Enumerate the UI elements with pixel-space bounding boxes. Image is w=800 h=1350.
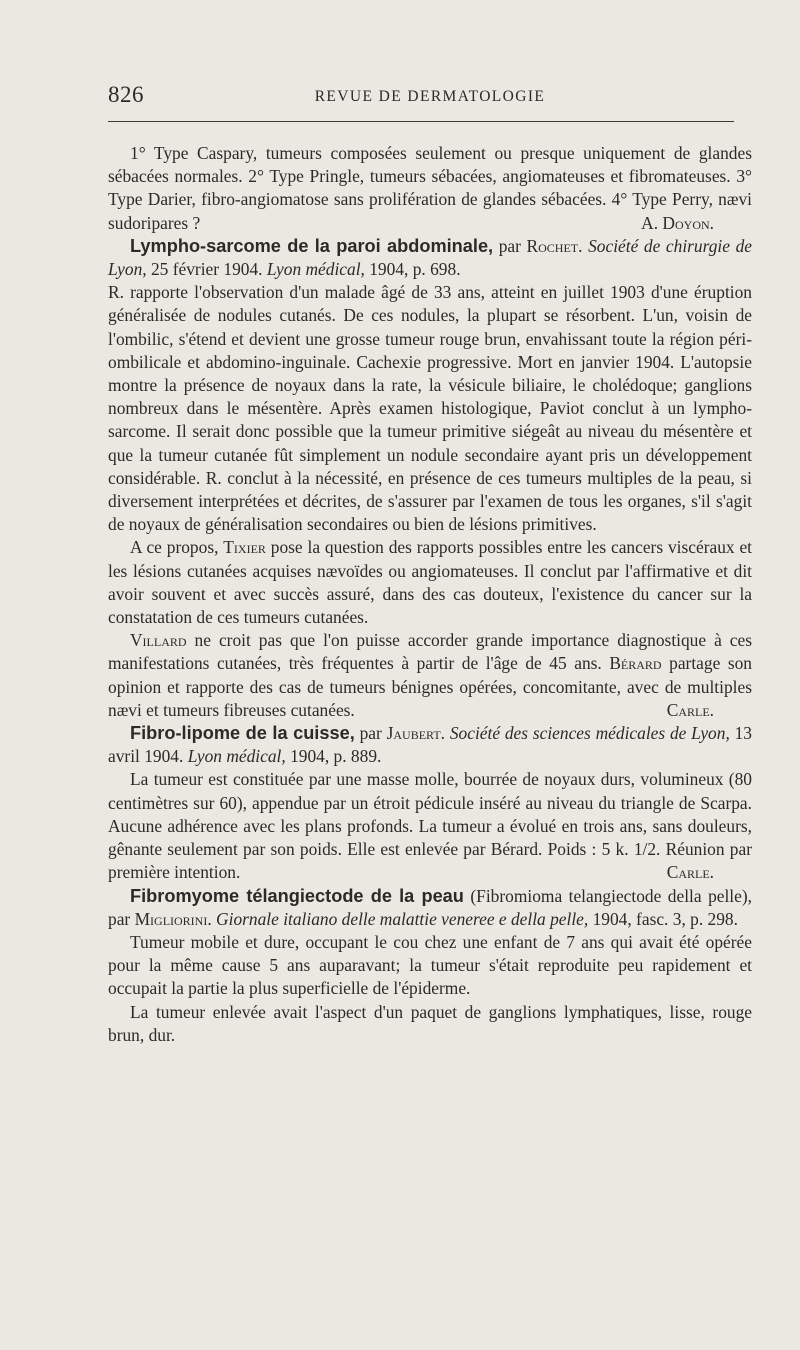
by-label: par [354,723,387,744]
article-date: 13 avril 1904. [108,723,753,767]
article-reference: 1904, p. 889. [285,746,382,767]
person-name: Villard [130,630,187,651]
article-title-translation: (Fibromioma telangiectode della pelle), [463,885,752,906]
article-heading-fibromyome [108,885,752,931]
signature: Carle. [666,699,714,720]
body-text [108,142,752,1047]
article-reference: 1904, p. 698. [364,259,461,280]
header-rule [108,121,734,122]
page-number: 826 [108,82,144,107]
article-journal: Lyon médical, [183,746,286,767]
paragraph-types [108,142,752,235]
running-title: REVUE DE DERMATOLOGIE [314,88,546,105]
paragraph-text: partage son opinion et rapporte des cas de tumeurs bénignes opérées, concomitante, avec de multiples nævi et tumeurs fibreuses cutanées. [108,653,752,720]
paragraph-text: pose la question des rapports possibles entre les cancers viscéraux et les lésions cutanées acquises nævoïdes ou angiomateuses. Il conclut par l'affirmative et dit avoir souvent et avec succès assuré, dans des cas douteux, l'existence du cancer sur la constatation de ces tumeurs cutanées. [108,537,752,628]
signature: Carle. [666,862,714,883]
person-name: Tixier [223,537,266,558]
article-journal: Lyon médical, [262,259,365,280]
article-date: 25 février 1904. [146,259,263,280]
paragraph-villard [108,629,752,722]
by-label: par [108,908,135,929]
article-journal: Giornale italiano delle malattie veneree e della pelle, [211,908,589,929]
article-author: Rochet. [526,235,583,256]
paragraph-lead: A ce propos, [130,537,224,558]
paragraph-text: 1° Type Caspary, tumeurs composées seulement ou presque uniquement de glandes sébacées normales. 2° Type Pringle, tumeurs sébacées, angiomateuses et fibromateuses. 3° Type Darier, fibro-angiomatose sans prolifération de glandes sébacées. 4° Type Perry, nævi sudoripares ? [108,143,752,233]
paragraph-tumeur-enlevee: La tumeur enlevée avait l'aspect d'un paquet de ganglions lymphatiques, lisse, rouge brun, dur. [108,1001,752,1045]
article-source: Société des sciences médicales de Lyon, [445,723,730,744]
article-author: Jaubert. [386,723,446,744]
signature: A. Doyon. [641,212,714,233]
page-header [108,82,752,112]
paragraph-tumeur-mobile: Tumeur mobile et dure, occupant le cou chez une enfant de 7 ans qui avait été opérée pour la même cause 5 ans auparavant; la tumeur s'était reproduite peu rapidement et occupait la partie la plus superficielle de l'épiderme. [108,931,752,999]
by-label: par [493,235,527,256]
paragraph-observation: R. rapporte l'observation d'un malade âgé de 33 ans, atteint en juillet 1903 d'une éruption généralisée de nodules cutanés. De ces nodules, la plupart se résorbent. L'un, voisin de l'ombilic, s'étend et devient une grosse tumeur rouge brun, envahissant toute la région péri-ombilicale et abdomino-inguinale. Cachexie progressive. Mort en janvier 1904. L'autopsie montre la présence de noyaux dans la rate, la vésicule biliaire, le cholédoque; ganglions nombreux dans le mésentère. Après examen histologique, Paviot conclut à un lympho-sarcome. Il serait donc possible que la tumeur primitive siégeât au niveau du mésentère et que la tumeur cutanée fût simplement un nodule secondaire ayant pris un développement considérable. R. conclut à la nécessité, en présence de ces tumeurs multiples de la peau, si diversement interprétées et décrites, de s'assurer par l'examen de tous les organes, s'il s'agit de noyaux de généralisation secondaires ou bien de lésions primitives. [108,282,752,535]
paragraph-tumeur-masse [108,768,752,884]
article-heading-lympho-sarcome [108,235,752,281]
paragraph-tixier [108,536,752,629]
article-author: Migliorini. [134,908,212,929]
article-heading-fibro-lipome [108,722,752,768]
article-source: Société de chirurgie de Lyon, [108,235,752,280]
paragraph-text: ne croit pas que l'on puisse accorder grande importance diagnostique à ces manifestations cutanées, très fréquentes à partir de l'âge de 45 ans. [108,630,752,674]
article-title: Lympho-sarcome de la paroi abdominale, [130,235,494,256]
article-title: Fibro-lipome de la cuisse, [130,723,355,744]
article-title: Fibromyome télangiectode de la peau [130,885,464,906]
person-name: Bérard [609,653,662,674]
paragraph-text: La tumeur est constituée par une masse molle, bourrée de noyaux durs, volumineux (80 centimètres sur 60), appendue par un étroit pédicule inséré au niveau du triangle de Scarpa. Aucune adhérence avec les plans profonds. La tumeur a évolué en trois ans, sans douleurs, gênante seulement par son poids. Elle est enlevée par Bérard. Poids : 5 k. 1/2. Réunion par première intention. [108,769,752,883]
article-reference: 1904, fasc. 3, p. 298. [588,908,738,929]
